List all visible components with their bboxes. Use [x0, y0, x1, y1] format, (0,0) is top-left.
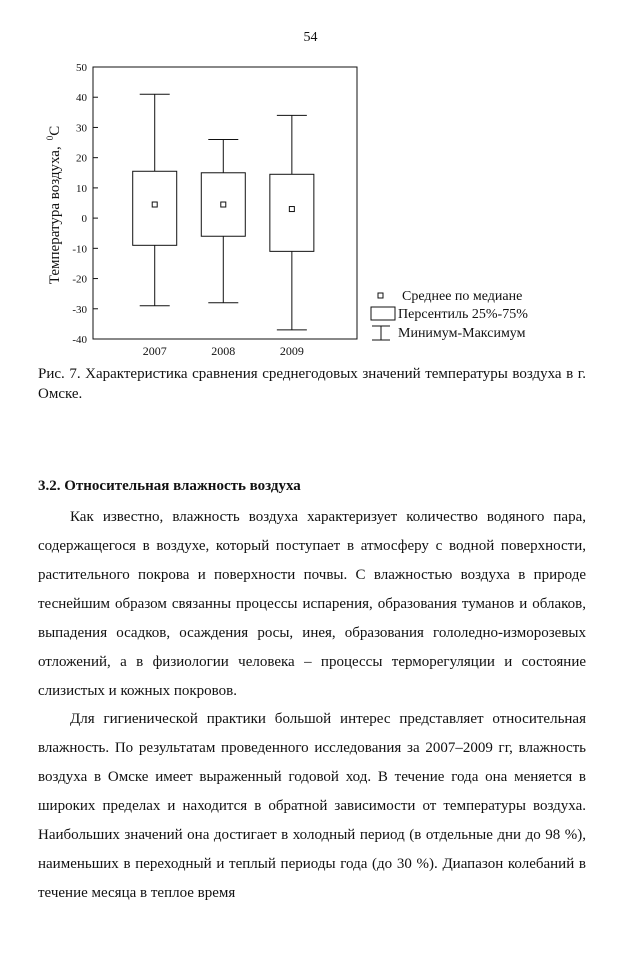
legend [371, 289, 528, 341]
box-plot-chart [0, 0, 621, 360]
figure-caption: Рис. 7. Характеристика сравнения среднегодовых значений температуры воздуха в г. Омске. [38, 366, 586, 402]
box-2009 [270, 115, 314, 330]
y-tick-label: -20 [72, 273, 87, 286]
legend-box-marker [371, 307, 395, 320]
legend-item-mean: Среднее по медиане [402, 289, 523, 304]
boxes [133, 94, 314, 330]
page-number: 54 [303, 30, 318, 45]
mean-marker [221, 202, 226, 207]
y-axis [72, 62, 98, 346]
y-tick-label: 20 [76, 152, 87, 165]
y-tick-label: -30 [72, 303, 87, 316]
y-tick-label: -40 [72, 334, 87, 346]
y-axis-label: Температура воздуха,$^0$С [45, 125, 63, 285]
percentile-box [270, 174, 314, 251]
x-tick-label: 2009 [279, 344, 304, 358]
box-2007 [133, 94, 177, 306]
mean-marker [289, 207, 294, 212]
paragraph-1: Как известно, влажность воздуха характеризует количество водяного пара, содержащегося в воздухе, который поступает в атмосферу с водной поверхности, растительного покрова и поверхности почвы. С влажностью воздуха в природе теснейшим образом связанны процессы испарения, образования туманов и облаков, выпадения осадков, осаждения росы, инея, образования гололедно-изморозевых отложений, а в физиологии человека – процессы терморегуляции и состояние слизистых и кожных покровов. [38, 509, 586, 699]
y-tick-label: -10 [72, 243, 87, 256]
y-tick-label: 10 [76, 182, 87, 195]
legend-mean-marker [378, 293, 383, 298]
percentile-box [133, 171, 177, 245]
y-tick-label: 30 [76, 122, 87, 135]
y-tick-label: 0 [81, 213, 87, 226]
legend-whisker-marker [372, 326, 390, 340]
y-tick-label: 40 [76, 92, 87, 105]
x-tick-label: 2008 [211, 344, 236, 358]
paragraph-2: Для гигиенической практики большой интерес представляет относительная влажность. По результатам проведенного исследования за 2007–2009 гг, влажность воздуха в Омске имеет выраженный годовой ход. В течение года она меняется в широких пределах и находится в обратной зависимости от температуры воздуха. Наибольших значений она достигает в холодный период (в отдельные дни до 98 %), наименьших в переходный и теплый периоды года (до 30 %). Диапазон колебаний в течение месяца в теплое время [38, 711, 586, 901]
x-tick-label: 2007 [142, 344, 167, 358]
y-tick-label: 50 [76, 62, 87, 74]
legend-item-minmax: Минимум-Максимум [398, 326, 526, 341]
x-axis [143, 344, 304, 358]
legend-item-percentile: Персентиль 25%-75% [398, 307, 528, 322]
section-title: 3.2. Относительная влажность воздуха [38, 478, 301, 494]
mean-marker [152, 202, 157, 207]
box-2008 [201, 140, 245, 303]
